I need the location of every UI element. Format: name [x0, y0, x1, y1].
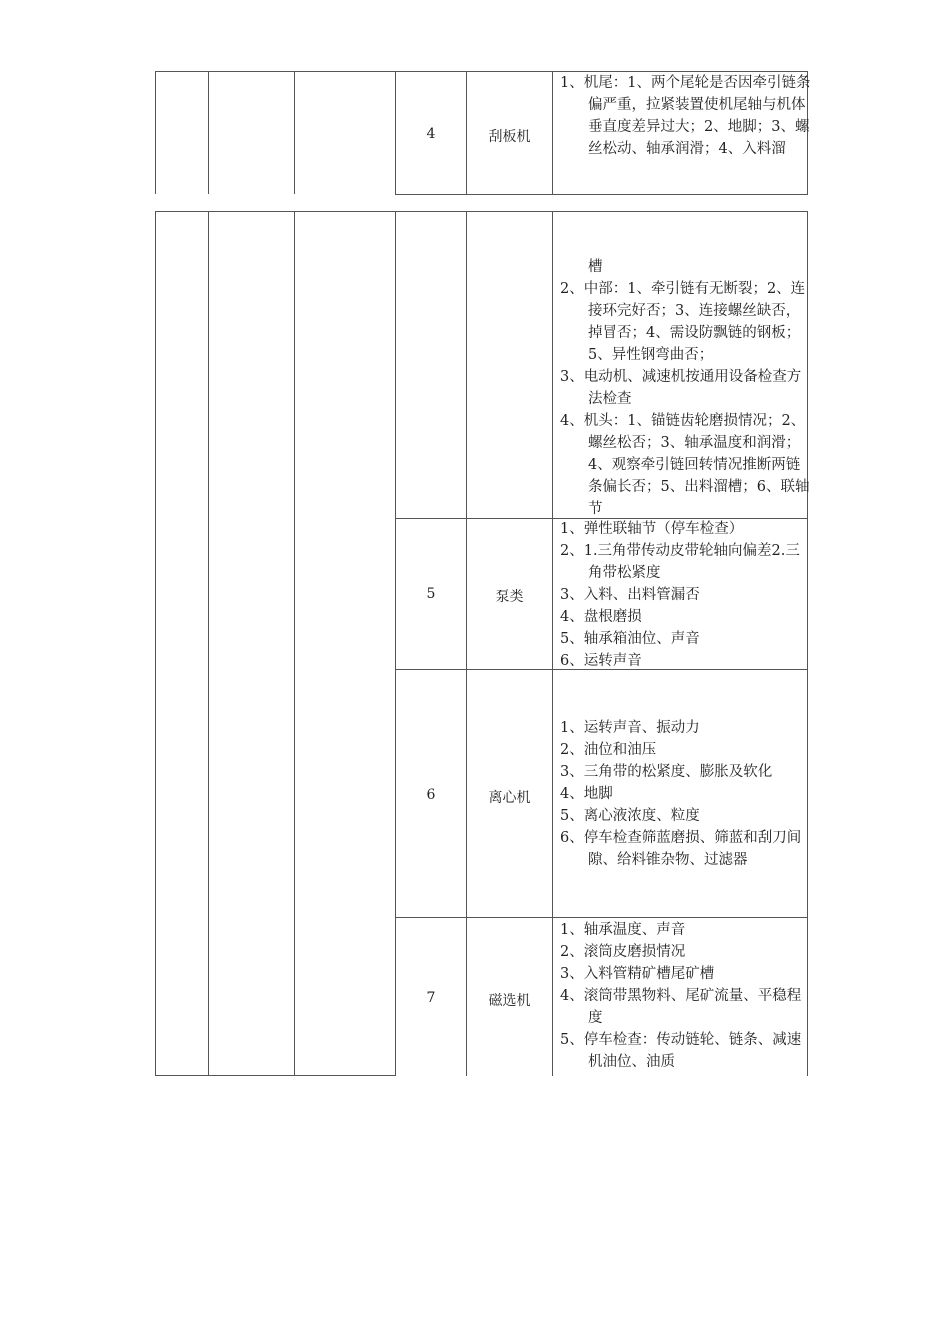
inspection-item: 1、轴承温度、声音 — [560, 922, 686, 938]
inspection-item: 2、中部：1、牵引链有无断裂；2、连接环完好否；3、连接螺丝缺否，掉冒否；4、需设防飘链的钢板；5、异性钢弯曲否； — [560, 281, 806, 363]
table-1-border — [155, 71, 156, 194]
table-1-border — [395, 194, 808, 195]
inspection-item: 2、油位和油压 — [560, 742, 657, 758]
inspection-item: 3、入料、出料管漏否 — [560, 587, 700, 603]
inspection-items — [560, 518, 812, 672]
equipment-name: 离心机 — [488, 790, 531, 806]
row-number: 4 — [426, 126, 436, 142]
inspection-items — [560, 256, 812, 520]
table-2-border — [155, 211, 156, 1076]
inspection-item: 1、弹性联轴节（停车检查） — [560, 521, 744, 537]
inspection-item: 3、电动机、减速机按通用设备检查方法检查 — [560, 369, 802, 407]
table-2-border — [294, 211, 295, 1076]
row-number: 5 — [426, 586, 436, 602]
table-1-border — [155, 71, 395, 72]
table-2-border — [395, 211, 396, 1076]
inspection-item: 6、运转声音 — [560, 653, 642, 669]
row-number: 6 — [426, 787, 436, 803]
inspection-item: 2、1.三角带传动皮带轮轴向偏差2.三角带松紧度 — [560, 543, 800, 581]
inspection-items — [560, 919, 812, 1073]
table-2-border — [395, 917, 808, 918]
inspection-item: 4、地脚 — [560, 786, 613, 802]
inspection-item: 1、机尾：1、两个尾轮是否因牵引链条偏严重，拉紧装置使机尾轴与机体垂直度差异过大；2、地脚；3、螺丝松动、轴承润滑；4、入料溜 — [560, 75, 811, 157]
table-1-border — [208, 71, 209, 194]
inspection-item: 4、盘根磨损 — [560, 609, 642, 625]
inspection-item: 1、运转声音、振动力 — [560, 720, 700, 736]
inspection-item: 2、滚筒皮磨损情况 — [560, 944, 686, 960]
equipment-name: 磁选机 — [488, 993, 531, 1009]
inspection-items — [560, 717, 812, 871]
table-2-border — [155, 211, 808, 212]
equipment-name: 泵类 — [495, 589, 524, 605]
inspection-item: 3、入料管精矿槽尾矿槽 — [560, 966, 715, 982]
table-1-border — [552, 71, 553, 195]
inspection-item: 3、三角带的松紧度、膨胀及软化 — [560, 764, 773, 780]
equipment-name: 刮板机 — [488, 129, 531, 145]
continuation-text: 槽 — [588, 259, 603, 275]
table-1-border — [294, 71, 295, 194]
inspection-item: 4、机头：1、锚链齿轮磨损情况；2、螺丝松否；3、轴承温度和润滑；4、观察牵引链回转情况推断两链条偏长否；5、出料溜槽；6、联轴节 — [560, 413, 810, 517]
table-2-border — [552, 211, 553, 1076]
table-2-border — [466, 211, 467, 1076]
inspection-item: 5、轴承箱油位、声音 — [560, 631, 700, 647]
table-2-border — [208, 211, 209, 1076]
inspection-item: 6、停车检查筛蓝磨损、筛蓝和刮刀间隙、给料锥杂物、过滤器 — [560, 830, 802, 868]
inspection-item: 5、离心液浓度、粒度 — [560, 808, 700, 824]
row-number: 7 — [426, 990, 436, 1006]
inspection-item: 4、滚筒带黑物料、尾矿流量、平稳程度 — [560, 988, 802, 1026]
inspection-items — [560, 72, 812, 160]
inspection-item: 5、停车检查：传动链轮、链条、减速机油位、油质 — [560, 1032, 802, 1070]
table-2-border — [155, 1075, 395, 1076]
